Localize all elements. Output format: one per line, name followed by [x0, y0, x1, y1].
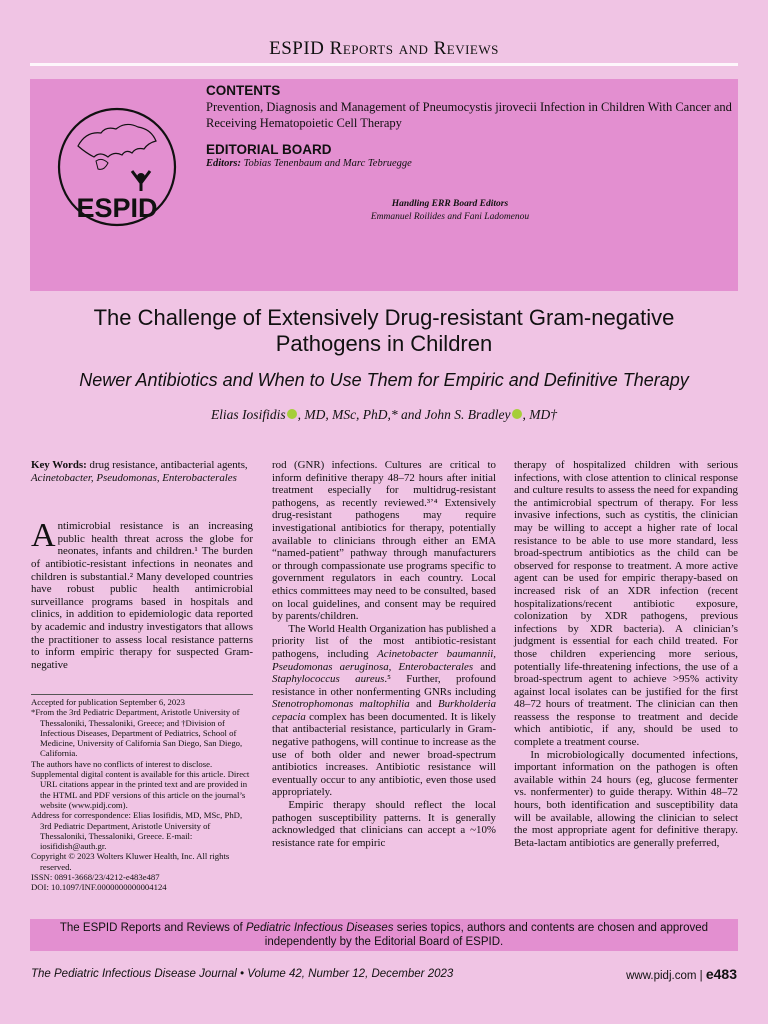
author-line — [0, 407, 768, 423]
body-paragraph: rod (GNR) infections. Cultures are critical to inform definitive therapy 48–72 hours after initial treatment especially for multidrug-resistant pathogens, as recently reviewed.³ʼ⁴ Extensively drug-resistant pathogens may require investigational antibiotics for therapy, potentially available to clinicians through either an EMA “named-patient” pathway through manufacturers or through compassionate use programs specific to government regulators in each country. Local ethics committees may need to be consulted, based on local guidelines, and consent may be required by parents/children. — [272, 459, 496, 623]
editors-names: Tobias Tenenbaum and Marc Tebruegge — [243, 158, 412, 169]
author-degrees-2: , MD† — [522, 407, 558, 422]
footnote: The authors have no conflicts of interest to disclose. — [31, 758, 213, 769]
header-rule — [30, 63, 738, 66]
editorial-board-heading: EDITORIAL BOARD — [206, 142, 332, 157]
footnote-rule — [31, 694, 253, 695]
figure-icon — [132, 171, 150, 191]
footnote: *From the 3rd Pediatric Department, Aristotle University of Thessaloniki, Thessaloniki, Greece; and †Division of Infectious Diseases, Department of Pediatrics, School of Medicine, University of California San Diego, San Diego, California. — [31, 707, 243, 759]
journal-name: Pediatric Infectious Diseases — [245, 922, 394, 934]
column-2 — [272, 459, 496, 849]
body-paragraph: In microbiologically documented infections, important information on the pathogen is often available within 24 hours (eg, glucose fermenter vs. nonfermenter) to guide therapy. Within 48–72 hours, both identification and susceptibility data will be available, allowing the clinician to select the most appropriate agent for definitive therapy. Beta-lactam antibiotics are generally preferred, — [514, 748, 738, 849]
orcid-icon[interactable] — [287, 409, 297, 419]
article-subtitle: Newer Antibiotics and When to Use Them for Empiric and Definitive Therapy — [79, 370, 689, 390]
espid-logo — [56, 91, 178, 243]
footnote: Copyright © 2023 Wolters Kluwer Health, Inc. All rights reserved. — [31, 851, 230, 872]
footer-separator: | — [699, 970, 703, 982]
editors-line — [206, 158, 412, 169]
contents-link[interactable]: Prevention, Diagnosis and Management of Pneumocystis jirovecii Infection in Children With Cancer and Receiving Hematopoietic Cell Therapy — [206, 100, 732, 130]
column-1 — [31, 459, 253, 671]
footnote: DOI: 10.1097/INF.0000000000004124 — [31, 882, 167, 893]
logo-text: ESPID — [76, 193, 158, 223]
page-number: e483 — [705, 966, 737, 982]
footnote: Accepted for publication September 6, 2023 — [31, 697, 185, 707]
keywords-italic: Acinetobacter, Pseudomonas, Enterobacterales — [31, 471, 237, 484]
body-paragraph: The World Health Organization has published a priority list of the most antibiotic-resistant pathogens, including Acinetobacter baumannii, Pseudomonas aeruginosa, Enterobacterales and Staphylococcus aureus.⁵ Further, profound resistance in other nonfermenting GNRs including Stenotrophomonas maltophilia and Burkholderia cepacia complex has been documented. It is likely that antibacterial resistance, particularly in Gram-negative pathogens, will continue to increase as the use of both older and newer broad-spectrum antibiotics increases. Antibiotic resistance will eventually occur to any antibiotic, even those used appropriately. — [272, 622, 497, 799]
section-header-title: ESPID Reports and Reviews — [269, 38, 499, 59]
journal-footer: The Pediatric Infectious Disease Journal • Volume 42, Number 12, December 2023 — [31, 968, 454, 980]
footnote: ISSN: 0891-3668/23/4212-e483e487 — [31, 872, 160, 883]
author-name[interactable]: Elias Iosifidis — [210, 407, 286, 422]
article-title: The Challenge of Extensively Drug-resistant Gram-negative Pathogens in Children — [93, 305, 675, 356]
keywords — [31, 459, 253, 484]
handling-editors-names: Emmanuel Roilides and Fani Ladomenou — [370, 212, 530, 222]
body-paragraph: Antimicrobial resistance is an increasing public health threat across the globe for neonates, infants and children.¹ The burden of antibiotic-resistant infections in neonates and children is substantial.² Many developed countries have robust public health antimicrobial surveillance programs based in hospitals and clinics, in addition to epidemiologic data reported by academic and industry investigators that allows the practitioner to assess local resistance patterns to inform empiric therapy for suspected Gram-negative — [31, 517, 253, 671]
footnote: Address for correspondence: Elias Iosifidis, MD, MSc, PhD, 3rd Pediatric Department, Aristotle University of Thessaloniki, Thessaloniki, Greece. E-mail: iosifidish@auth.gr. — [31, 810, 243, 852]
handling-editors-title: Handling ERR Board Editors — [391, 199, 509, 209]
keywords-label: Key Words: — [31, 459, 87, 471]
contents-heading: CONTENTS — [206, 83, 281, 98]
drop-cap: A — [31, 517, 56, 555]
journal-url-link[interactable]: www.pidj.com — [626, 970, 697, 982]
author-degrees: , MD, MSc, PhD,* and John S. Bradley — [297, 407, 511, 422]
erb-note-banner: The ESPID Reports and Reviews of Pediatric Infectious Diseases series topics, authors and contents are chosen and approved independently by the Editorial Board of ESPID. — [30, 919, 738, 951]
keywords-text: drug resistance, antibacterial agents, — [86, 459, 248, 471]
footnotes — [31, 697, 253, 893]
footnote: Supplemental digital content is available for this article. Direct URL citations appear in the printed text and are provided in the HTML and PDF versions of this article on the journal’s website (www.pidj.com). — [31, 769, 250, 810]
body-paragraph: Empiric therapy should reflect the local pathogen susceptibility patterns. It is generally acknowledged that clinicians can accept a ~10% resistance rate for empiric — [272, 799, 496, 849]
orcid-icon[interactable] — [512, 409, 522, 419]
column-3 — [514, 459, 738, 849]
body-paragraph: therapy of hospitalized children with serious infections, with close attention to clinical response and culture results to assess the need for expanding the antimicrobial spectrum of therapy. For less invasive infections, such as cystitis, the clinician may be willing to accept a higher rate of local resistance to be able to use more standard, less broad-spectrum antibiotics as the child can be observed for response to treatment. A more active agent can be used for empiric therapy-based on increased risk of an XDR infection (recent hospitalizations/recent antibiotic exposure, colonization by XDR pathogens, previous infections by XDR bacteria). A clinician’s judgment is essential for each child treated. For those children experiencing more serious, potentially life-threatening infections, the use of a broad-spectrum agent to achieve >95% activity against local isolates can be justified for the first 48–72 hours of treatment. The clinician can then reassess the response to treatment and decide which antibiotic, if any, should be used to complete a treatment course. — [514, 459, 738, 749]
editors-label: Editors: — [206, 158, 242, 169]
page-footer-right — [626, 966, 737, 982]
